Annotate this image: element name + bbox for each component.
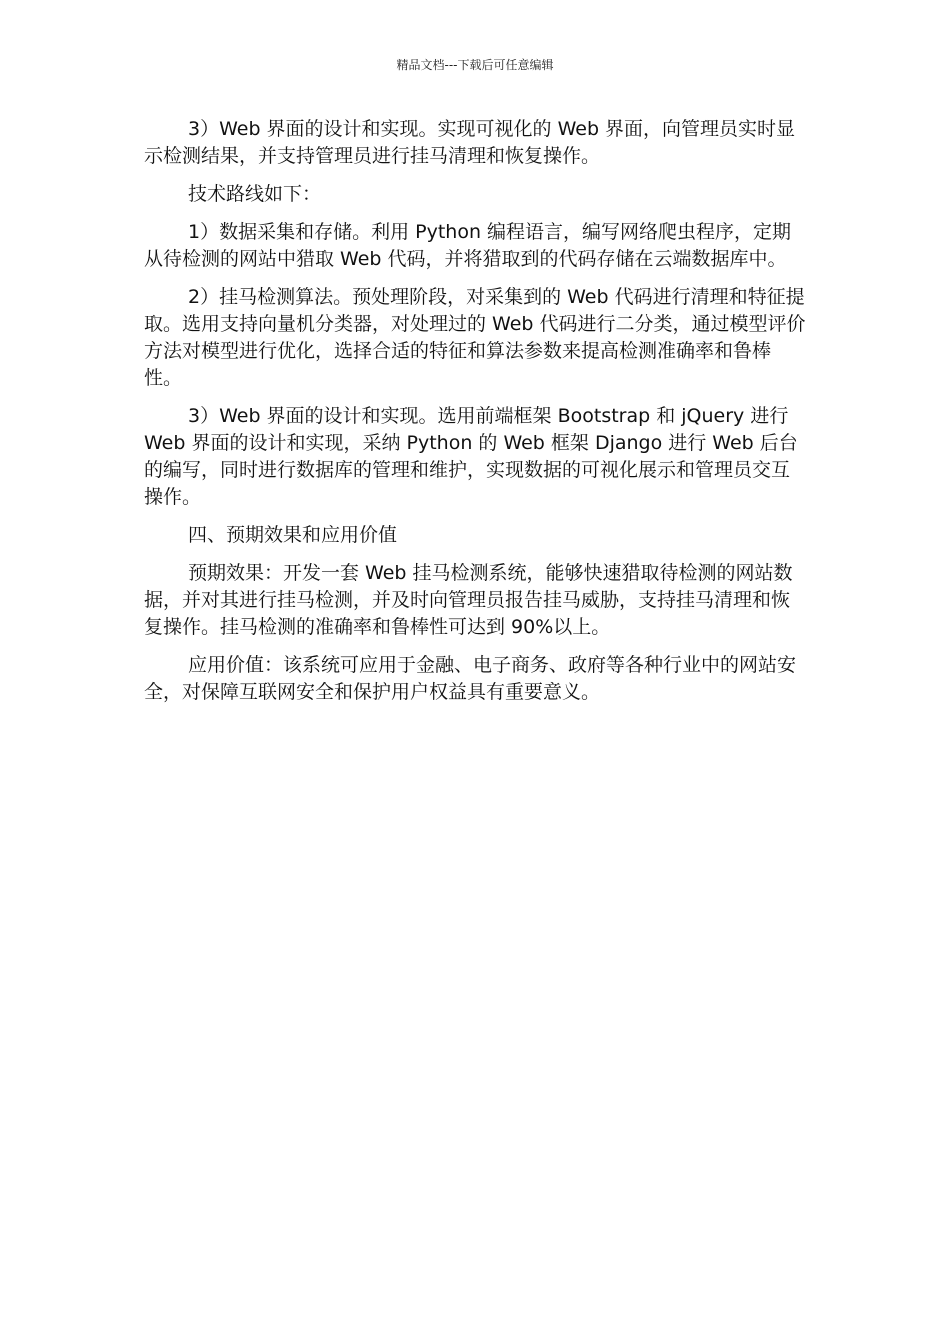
section-heading-expected-results: 四、预期效果和应用价值: [188, 524, 398, 546]
paragraph-data-collection: 1）数据采集和存储。利用 Python 编程语言，编写网络爬虫程序，定期从待检测的网站中猎取 Web 代码，并将猎取到的代码存储在云端数据库中。: [144, 221, 792, 270]
paragraph-web-interface-goal: 3）Web 界面的设计和实现。实现可视化的 Web 界面，向管理员实时显示检测结果，并支持管理员进行挂马清理和恢复操作。: [144, 118, 796, 167]
paragraph-detection-algorithm: 2）挂马检测算法。预处理阶段，对采集到的 Web 代码进行清理和特征提取。选用支持向量机分类器，对处理过的 Web 代码进行二分类，通过模型评价方法对模型进行优化，选择合适的特征和算法参数来提高检测准确率和鲁棒性。: [144, 286, 806, 389]
paragraph-application-value: 应用价值：该系统可应用于金融、电子商务、政府等各种行业中的网站安全，对保障互联网安全和保护用户权益具有重要意义。: [144, 654, 797, 703]
paragraph-expected-results: 预期效果：开发一套 Web 挂马检测系统，能够快速猎取待检测的网站数据，并对其进行挂马检测，并及时向管理员报告挂马威胁，支持挂马清理和恢复操作。挂马检测的准确率和鲁棒性可达到 90%以上。: [144, 562, 793, 638]
page-header: 精品文档---下载后可任意编辑: [396, 58, 554, 72]
document-body: [144, 116, 808, 717]
paragraph-web-interface-implementation: 3）Web 界面的设计和实现。选用前端框架 Bootstrap 和 jQuery 进行 Web 界面的设计和实现，采纳 Python 的 Web 框架 Django 进行 Web 后台的编写，同时进行数据库的管理和维护，实现数据的可视化展示和管理员交互操作。: [144, 405, 798, 508]
paragraph-technical-route-heading: 技术路线如下：: [188, 183, 322, 205]
